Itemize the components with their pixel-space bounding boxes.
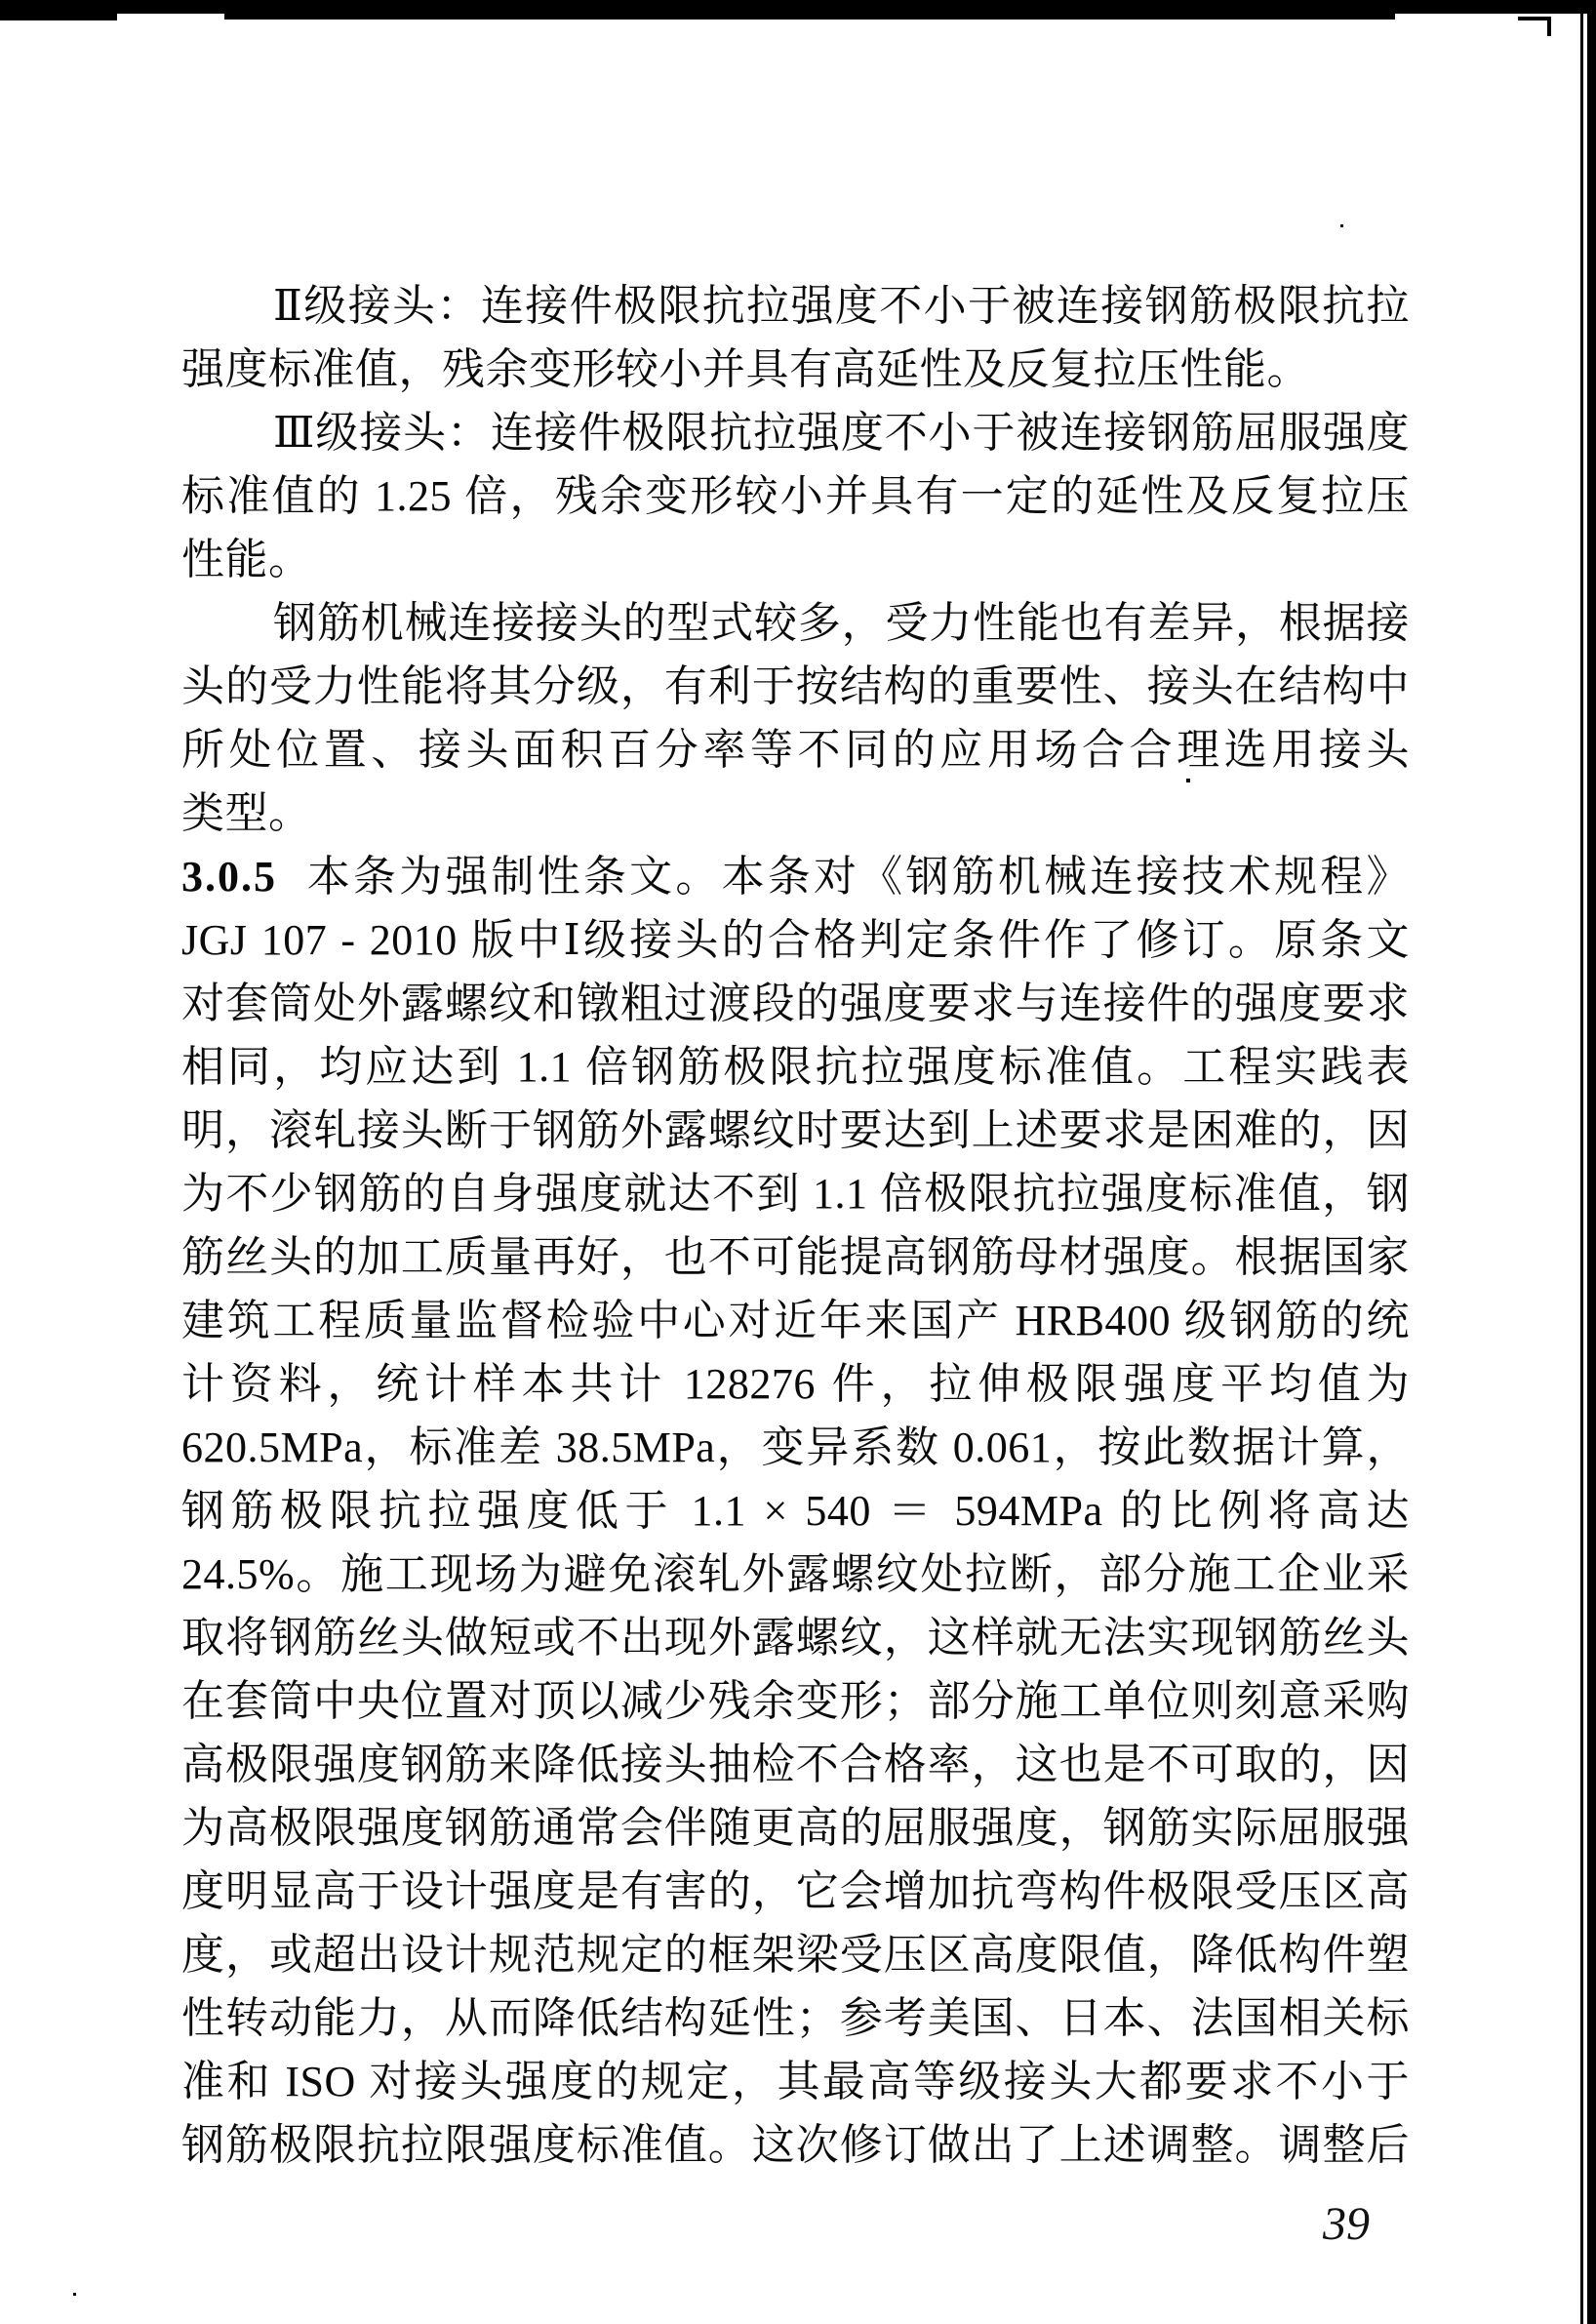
text-line: 计资料，统计样本共计 128276 件，拉伸极限强度平均值为 — [181, 1360, 1410, 1408]
scan-artifact-right-line — [1580, 0, 1583, 2324]
text-line: Ⅱ级接头：连接件极限抗拉强度不小于被连接钢筋极限抗拉 — [273, 282, 1410, 330]
scan-artifact-top-band-2 — [224, 14, 1395, 20]
text-line: 24.5%。施工现场为避免滚轧外露螺纹处拉断，部分施工企业采 — [181, 1550, 1410, 1598]
text-line: 类型。 — [181, 789, 312, 837]
text-line: 为高极限强度钢筋通常会伴随更高的屈服强度，钢筋实际屈服强 — [181, 1804, 1410, 1852]
text-line: 建筑工程质量监督检验中心对近年来国产 HRB400 级钢筋的统 — [181, 1297, 1410, 1344]
scan-artifact-right-band — [1587, 0, 1596, 2324]
text-line: 钢筋机械连接接头的型式较多，受力性能也有差异，根据接 — [273, 599, 1410, 647]
text-line: 性能。 — [181, 536, 312, 583]
text-line: 标准值的 1.25 倍，残余变形较小并具有一定的延性及反复拉压 — [181, 472, 1410, 520]
text-line: 620.5MPa，标准差 38.5MPa，变异系数 0.061，按此数据计算， — [181, 1423, 1410, 1471]
text-line: Ⅲ级接头：连接件极限抗拉强度不小于被连接钢筋屈服强度 — [273, 409, 1410, 457]
body-text-block — [181, 274, 1410, 2177]
text-line: 度，或超出设计规范规定的框架梁受压区高度限值，降低构件塑 — [181, 1931, 1410, 1979]
text-line: 钢筋极限抗拉强度低于 1.1 × 540 ＝ 594MPa 的比例将高达 — [181, 1487, 1410, 1535]
text-line: 相同，均应达到 1.1 倍钢筋极限抗拉强度标准值。工程实践表 — [181, 1043, 1410, 1091]
text-line: 在套筒中央位置对顶以减少残余变形；部分施工单位则刻意采购 — [181, 1677, 1410, 1725]
text-line: 准和 ISO 对接头强度的规定，其最高等级接头大都要求不小于 — [181, 2058, 1410, 2105]
page-number: 39 — [1323, 2198, 1370, 2250]
scan-speck — [73, 2293, 76, 2296]
clause-number: 3.0.5 — [181, 853, 277, 901]
text-line: 高极限强度钢筋来降低接头抽检不合格率，这也是不可取的，因 — [181, 1741, 1410, 1788]
text-line: 所处位置、接头面积百分率等不同的应用场合合理选用接头 — [181, 726, 1410, 774]
scan-artifact-corner-mark — [1518, 17, 1551, 20]
text-line: 度明显高于设计强度是有害的，它会增加抗弯构件极限受压区高 — [181, 1867, 1410, 1915]
text-line: 为不少钢筋的自身强度就达不到 1.1 倍极限抗拉强度标准值，钢 — [181, 1170, 1410, 1218]
text-line: 对套筒处外露螺纹和镦粗过渡段的强度要求与连接件的强度要求 — [181, 980, 1410, 1027]
text-line: 性转动能力，从而降低结构延性；参考美国、日本、法国相关标 — [181, 1994, 1410, 2042]
text-line: JGJ 107 - 2010 版中Ⅰ级接头的合格判定条件作了修订。原条文 — [181, 916, 1410, 964]
text-line: 明，滚轧接头断于钢筋外露螺纹时要达到上述要求是困难的，因 — [181, 1106, 1410, 1154]
scan-artifact-top-band — [0, 0, 1596, 14]
scan-speck — [1340, 224, 1343, 227]
text-line: 强度标准值，残余变形较小并具有高延性及反复拉压性能。 — [181, 345, 1310, 393]
scan-artifact-top-band-3 — [0, 14, 117, 20]
text-line: 筋丝头的加工质量再好，也不可能提高钢筋母材强度。根据国家 — [181, 1233, 1410, 1281]
text-line: 头的受力性能将其分级，有利于按结构的重要性、接头在结构中 — [181, 662, 1410, 710]
scan-artifact-corner-mark-2 — [1547, 17, 1551, 36]
text-line: 钢筋极限抗拉限强度标准值。这次修订做出了上述调整。调整后 — [181, 2121, 1410, 2169]
text-line: 3.0.5 本条为强制性条文。本条对《钢筋机械连接技术规程》 — [181, 853, 1410, 901]
text-line: 取将钢筋丝头做短或不出现外露螺纹，这样就无法实现钢筋丝头 — [181, 1614, 1410, 1662]
